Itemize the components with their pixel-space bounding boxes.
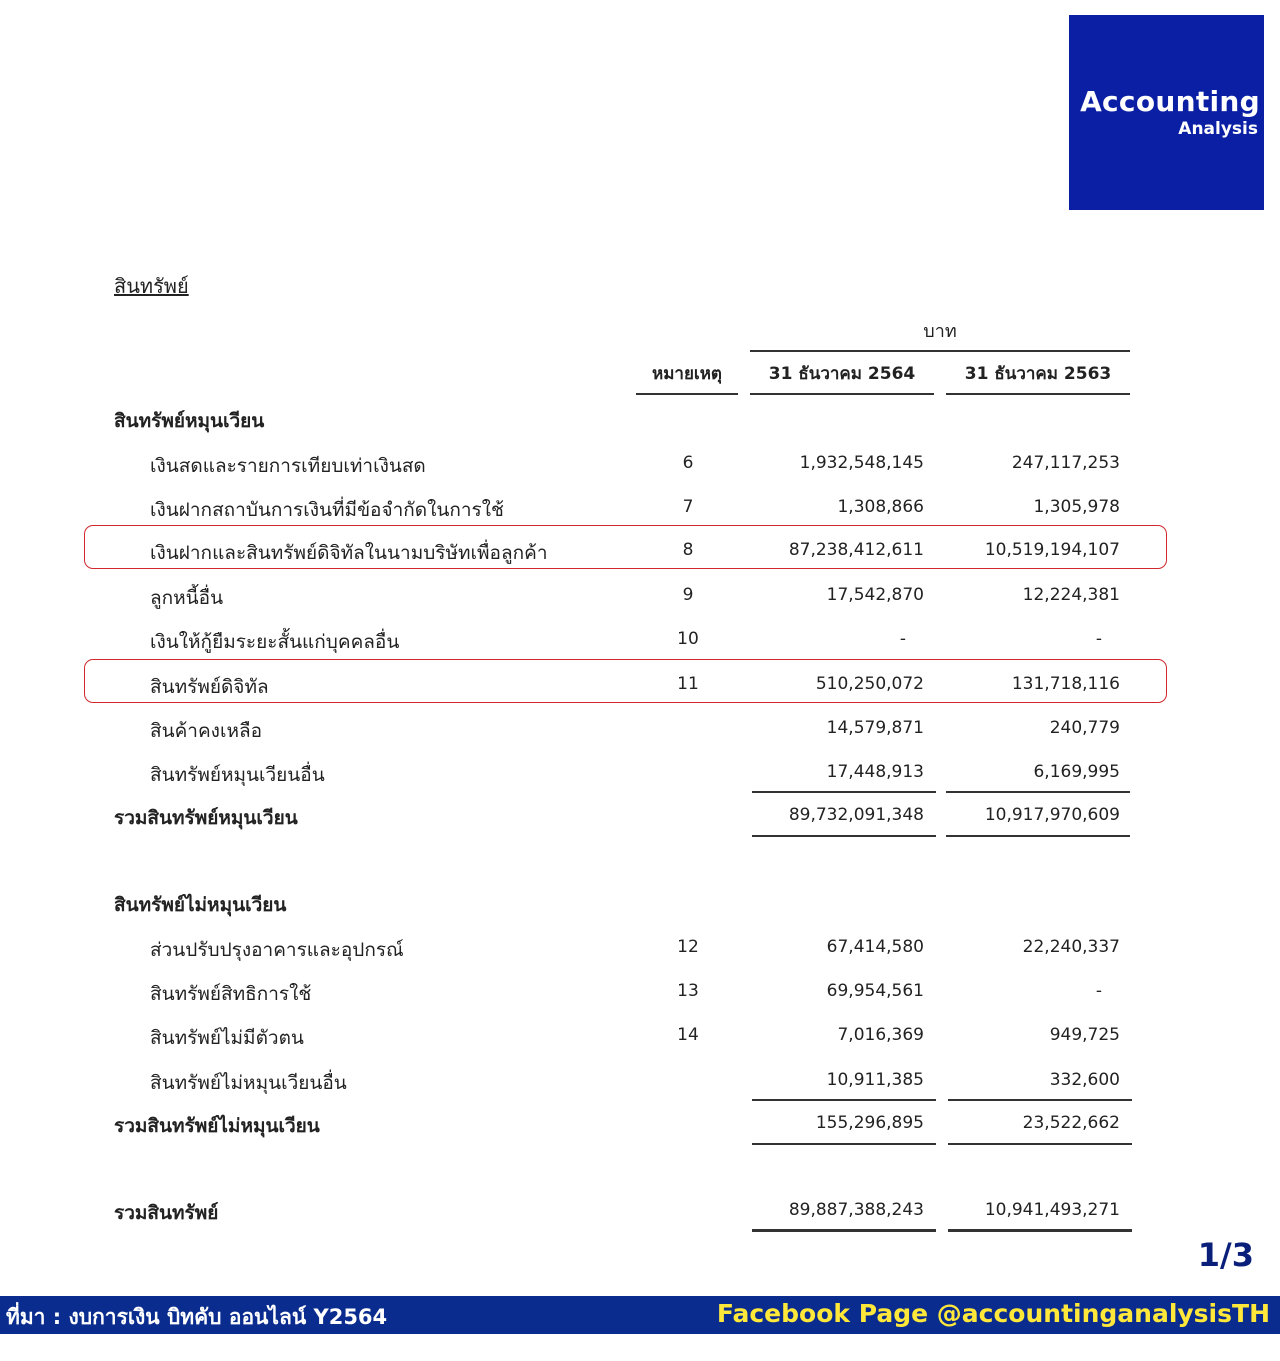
row-label: เงินฝากและสินทรัพย์ดิจิทัลในนามบริษัทเพื่อลูกค้า (150, 542, 548, 564)
table-row (0, 495, 1280, 535)
total-noncurrent-assets-label: รวมสินทรัพย์ไม่หมุนเวียน (114, 1115, 320, 1137)
table-row (0, 1023, 1280, 1063)
footer-facebook-link[interactable]: Facebook Page @accountinganalysisTH (716, 1299, 1270, 1328)
row-label: สินทรัพย์ดิจิทัล (150, 676, 269, 698)
logo-subtitle: Analysis (1178, 119, 1258, 139)
table-row (0, 672, 1280, 712)
row-value-2563: 949,725 (1049, 1025, 1120, 1045)
row-label: ส่วนปรับปรุงอาคารและอุปกรณ์ (150, 939, 404, 961)
row-note: 11 (677, 674, 699, 694)
row-note: 12 (677, 937, 699, 957)
total-current-assets-row (0, 803, 1280, 843)
table-row (0, 1068, 1280, 1108)
current-assets-heading-row (0, 406, 1280, 446)
row-label: เงินสดและรายการเทียบเท่าเงินสด (150, 455, 426, 477)
grand-total-row (0, 1198, 1280, 1238)
row-value-2563: 12,224,381 (1022, 585, 1120, 605)
note-column-header: หมายเหตุ (652, 364, 722, 384)
total-rule-col1 (752, 835, 936, 837)
grand-total-2563: 10,941,493,271 (984, 1200, 1120, 1220)
row-value-2564: 1,308,866 (837, 497, 924, 517)
row-value-2564: 67,414,580 (826, 937, 924, 957)
total-rule-col2 (946, 835, 1130, 837)
row-value-2564: 69,954,561 (826, 981, 924, 1001)
noncurrent-assets-heading-row (0, 890, 1280, 930)
currency-header: บาท (923, 321, 957, 342)
row-value-2563: - (1095, 629, 1102, 649)
table-row (0, 538, 1280, 578)
row-label: เงินให้กู้ยืมระยะสั้นแก่บุคคลอื่น (150, 631, 400, 653)
subtotal-rule-col2 (946, 791, 1130, 793)
total-current-assets-label: รวมสินทรัพย์หมุนเวียน (114, 807, 298, 829)
table-row (0, 935, 1280, 975)
table-row (0, 583, 1280, 623)
grand-total-label: รวมสินทรัพย์ (114, 1202, 219, 1224)
row-label: สินค้าคงเหลือ (150, 720, 263, 742)
row-value-2564: 17,448,913 (826, 762, 924, 782)
subtotal-rule-col1 (752, 791, 936, 793)
row-value-2563: - (1095, 981, 1102, 1001)
note-header-underline (636, 393, 738, 395)
footer-bar (0, 1296, 1280, 1334)
col2-header-underline (946, 393, 1130, 395)
total-noncurrent-assets-row (0, 1111, 1280, 1151)
total-current-assets-2564: 89,732,091,348 (788, 805, 924, 825)
section-title: สินทรัพย์ (114, 274, 189, 298)
row-value-2564: 7,016,369 (837, 1025, 924, 1045)
total-rule-col1 (752, 1143, 936, 1145)
brand-logo (1069, 15, 1264, 210)
row-value-2564: 1,932,548,145 (799, 453, 924, 473)
table-row (0, 979, 1280, 1019)
row-value-2563: 1,305,978 (1033, 497, 1120, 517)
footer-source-text: ที่มา : งบการเงิน บิทคับ ออนไลน์ Y2564 (6, 1305, 388, 1329)
year-2563-column-header: 31 ธันวาคม 2563 (964, 364, 1112, 384)
row-value-2563: 22,240,337 (1022, 937, 1120, 957)
row-note: 13 (677, 981, 699, 1001)
col1-header-underline (750, 393, 934, 395)
table-row (0, 760, 1280, 800)
table-row (0, 451, 1280, 491)
row-value-2563: 6,169,995 (1033, 762, 1120, 782)
row-value-2563: 10,519,194,107 (984, 540, 1120, 560)
row-note: 8 (682, 540, 694, 560)
row-value-2564: 17,542,870 (826, 585, 924, 605)
currency-header-rule (750, 350, 1130, 352)
row-label: สินทรัพย์ไม่มีตัวตน (150, 1027, 304, 1049)
noncurrent-assets-heading: สินทรัพย์ไม่หมุนเวียน (114, 894, 287, 916)
row-value-2564: - (899, 629, 906, 649)
row-value-2564: 510,250,072 (815, 674, 924, 694)
row-label: ลูกหนี้อื่น (150, 587, 224, 609)
row-value-2563: 131,718,116 (1011, 674, 1120, 694)
table-row (0, 627, 1280, 667)
row-label: สินทรัพย์ไม่หมุนเวียนอื่น (150, 1072, 347, 1094)
total-noncurrent-assets-2564: 155,296,895 (815, 1113, 924, 1133)
grand-total-rule-col1 (752, 1229, 936, 1232)
row-value-2564: 87,238,412,611 (788, 540, 924, 560)
row-note: 14 (677, 1025, 699, 1045)
current-assets-heading: สินทรัพย์หมุนเวียน (114, 410, 265, 432)
row-value-2563: 332,600 (1049, 1070, 1120, 1090)
row-value-2563: 247,117,253 (1011, 453, 1120, 473)
total-noncurrent-assets-2563: 23,522,662 (1022, 1113, 1120, 1133)
row-note: 6 (682, 453, 694, 473)
row-value-2563: 240,779 (1049, 718, 1120, 738)
row-label: สินทรัพย์หมุนเวียนอื่น (150, 764, 325, 786)
row-note: 10 (677, 629, 699, 649)
row-value-2564: 10,911,385 (826, 1070, 924, 1090)
table-row (0, 716, 1280, 756)
row-note: 7 (682, 497, 694, 517)
row-value-2564: 14,579,871 (826, 718, 924, 738)
page-number: 1/3 (1197, 1236, 1254, 1274)
total-current-assets-2563: 10,917,970,609 (984, 805, 1120, 825)
subtotal-rule-col2 (948, 1099, 1132, 1101)
row-label: สินทรัพย์สิทธิการใช้ (150, 983, 312, 1005)
year-2564-column-header: 31 ธันวาคม 2564 (768, 364, 916, 384)
logo-title: Accounting (1080, 85, 1260, 118)
subtotal-rule-col1 (752, 1099, 936, 1101)
grand-total-rule-col2 (948, 1229, 1132, 1232)
total-rule-col2 (948, 1143, 1132, 1145)
grand-total-2564: 89,887,388,243 (788, 1200, 924, 1220)
row-note: 9 (682, 585, 694, 605)
row-label: เงินฝากสถาบันการเงินที่มีข้อจำกัดในการใช้ (150, 499, 504, 521)
